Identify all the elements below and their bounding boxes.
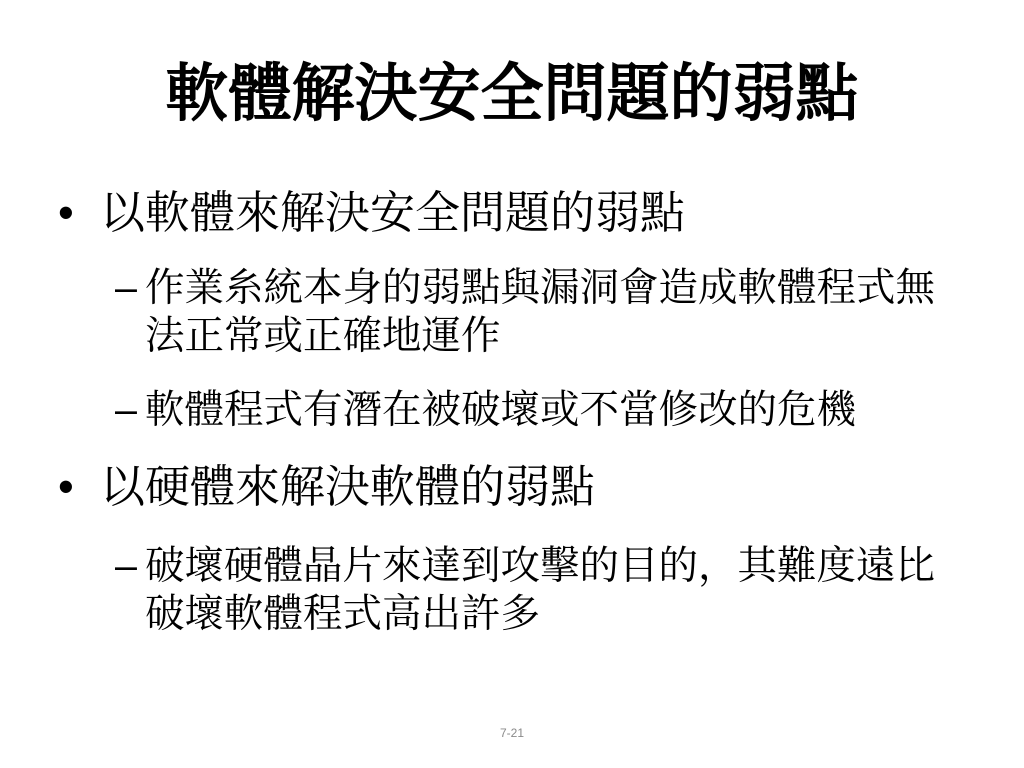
- bullet-marker: •: [58, 187, 74, 238]
- sub-bullet-1-2-text: 軟體程式有潛在被破壞或不當修改的危機: [145, 388, 856, 432]
- bullet-1-text: 以軟體來解決安全問題的弱點: [100, 187, 686, 238]
- bullet-2-text: 以硬體來解決軟體的弱點: [100, 461, 596, 512]
- sub-bullet-1-1-text: 作業糸統本身的弱點與漏洞會造成軟體程式無法正常或正確地運作: [145, 266, 935, 358]
- sub-bullet-2-1-text: 破壞硬體晶片來達到攻擊的目的，其難度遠比破壞軟體程式高出許多: [145, 544, 935, 636]
- sub-bullet-marker: –: [115, 266, 137, 310]
- sub-bullet-marker: –: [115, 544, 137, 588]
- bullet-marker: •: [58, 461, 74, 512]
- slide-title: 軟體解決安全問題的弱點: [165, 56, 859, 130]
- sub-bullet-marker: –: [115, 388, 137, 432]
- page-number: 7-21: [499, 726, 525, 740]
